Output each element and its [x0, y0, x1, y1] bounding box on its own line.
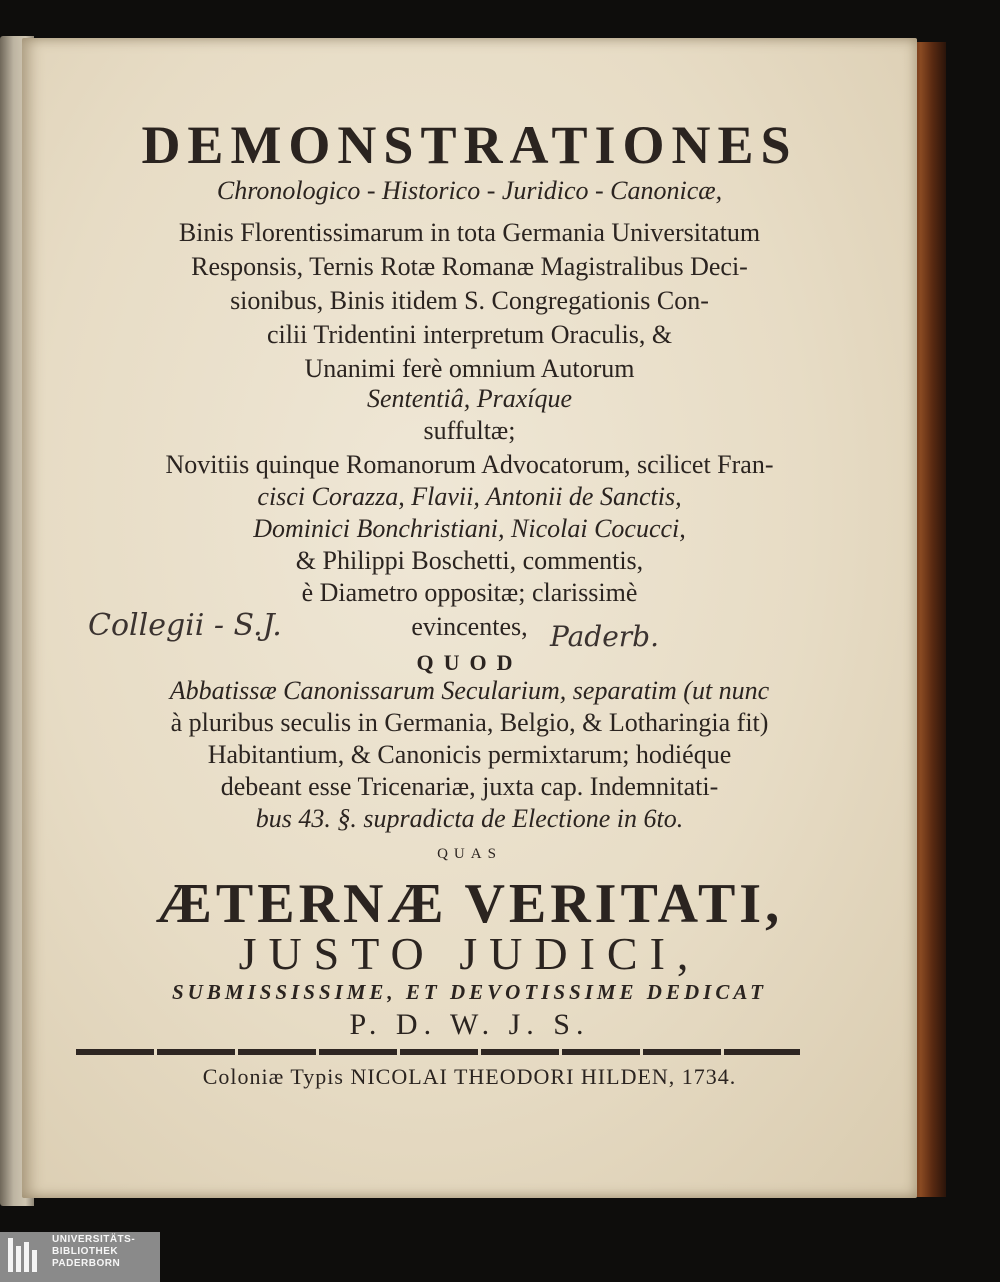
handwritten-note-left: Collegii - S.J.: [88, 608, 282, 643]
library-name-line-2: BIBLIOTHEK: [52, 1246, 119, 1257]
text-line-17: Habitantium, & Canonicis permixtarum; hodiéque: [207, 740, 732, 769]
text-line-12: & Philippi Boschetti, commentis,: [295, 546, 644, 575]
text-line-10: cisci Corazza, Flavii, Antonii de Sanctis,: [257, 482, 682, 511]
library-name-line-1: UNIVERSITÄTS-: [52, 1234, 136, 1245]
text-line-2: Binis Florentissimarum in tota Germania Universitatum: [178, 218, 761, 247]
author-initials: P. D. W. J. S.: [349, 1008, 590, 1041]
divider-rule: [76, 1049, 800, 1055]
text-line-13: è Diametro oppositæ; clarissimè: [301, 578, 638, 607]
text-line-14: evincentes,: [411, 612, 528, 641]
text-line-3: Responsis, Ternis Rotæ Romanæ Magistralibus Deci-: [191, 252, 748, 281]
text-line-6: Unanimi ferè omnium Autorum: [304, 354, 635, 383]
page-title: DEMONSTRATIONES: [141, 115, 798, 175]
title-page: [22, 38, 917, 1198]
text-line-11: Dominici Bonchristiani, Nicolai Cocucci,: [253, 514, 686, 543]
display-line-aeternae: ÆTERNÆ VERITATI,: [155, 873, 784, 935]
handwritten-note-right: Paderb.: [550, 620, 659, 653]
library-logo-text: [52, 1234, 135, 1270]
text-line-7: Sententiâ, Praxíque: [366, 384, 573, 413]
section-heading-quod: QUOD: [416, 650, 523, 675]
text-line-5: cilii Tridentini interpretum Oraculis, &: [266, 320, 673, 349]
text-line-19: bus 43. §. supradicta de Electione in 6to.: [255, 804, 684, 833]
library-name-line-3: PADERBORN: [52, 1258, 121, 1269]
dedication-line: SUBMISSISSIME, ET DEVOTISSIME DEDICAT: [171, 980, 768, 1004]
text-line-16: à pluribus seculis in Germania, Belgio, & Lotharingia fit): [170, 708, 769, 737]
text-line-9: Novitiis quinque Romanorum Advocatorum, scilicet Fran-: [165, 450, 774, 479]
text-line-4: sionibus, Binis itidem S. Congregationis Con-: [230, 286, 709, 315]
library-logo-icon: [8, 1238, 44, 1276]
imprint-line: Coloniæ Typis NICOLAI THEODORI HILDEN, 1734.: [202, 1064, 737, 1089]
text-line-8: suffultæ;: [423, 416, 516, 445]
text-line-15: Abbatissæ Canonissarum Secularium, separatim (ut nunc: [169, 676, 770, 705]
section-heading-quas: QUAS: [437, 846, 502, 862]
display-line-justo: JUSTO JUDICI,: [238, 928, 701, 979]
text-line-18: debeant esse Tricenariæ, juxta cap. Indemnitati-: [220, 772, 719, 801]
text-line-1: Chronologico - Historico - Juridico - Canonicæ,: [216, 176, 723, 205]
